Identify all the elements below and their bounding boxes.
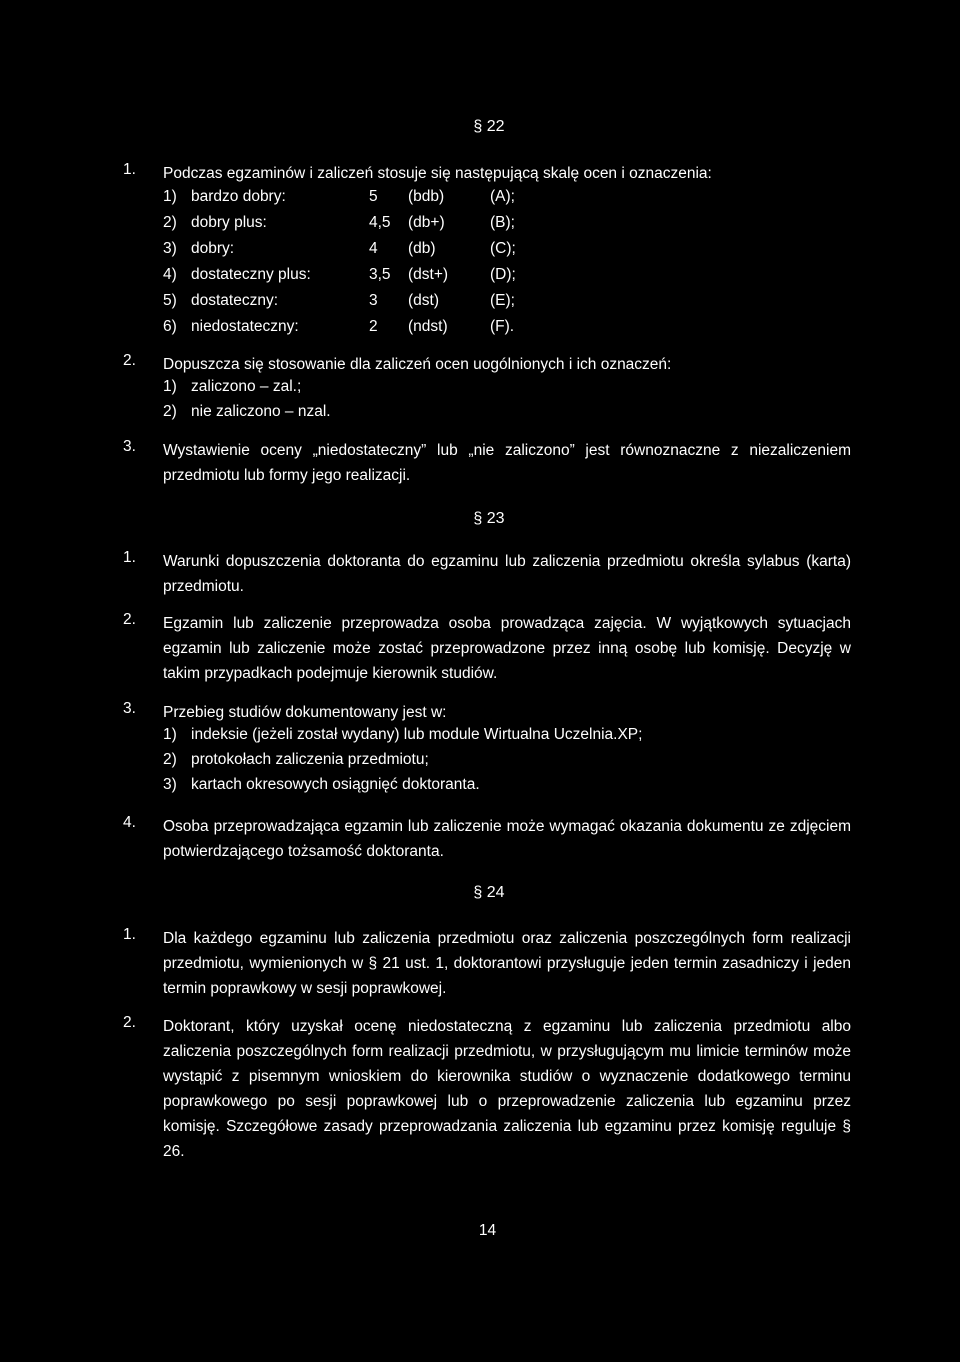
grade-abbreviation: (db): [408, 240, 436, 257]
paragraph-number: 2.: [123, 611, 136, 628]
section-heading-23: § 23: [473, 510, 505, 527]
list-item-text: nie zaliczono – nzal.: [191, 403, 331, 420]
list-item: [163, 378, 301, 396]
grade-letter: (B);: [490, 214, 515, 231]
list-item: [163, 751, 429, 769]
paragraph-number: 1.: [123, 549, 136, 566]
grade-item-number: 2): [163, 214, 177, 231]
grade-value: 4: [369, 240, 378, 257]
paragraph-text: Podczas egzaminów i zaliczeń stosuje się następującą skalę ocen i oznaczenia:: [163, 165, 712, 182]
grade-item-number: 6): [163, 318, 177, 335]
grade-letter: (C);: [490, 240, 516, 257]
list-item-number: 2): [163, 751, 177, 768]
list-item-text: indeksie (jeżeli został wydany) lub module Wirtualna Uczelnia.XP;: [191, 726, 643, 743]
grade-name: dostateczny:: [191, 292, 279, 309]
list-item-number: 1): [163, 378, 177, 395]
grade-letter: (A);: [490, 188, 515, 205]
grade-item-number: 3): [163, 240, 177, 257]
grade-value: 2: [369, 318, 378, 335]
grade-value: 4,5: [369, 214, 391, 231]
paragraph-text: Wystawienie oceny „niedostateczny” lub „nie zaliczono” jest równoznaczne z niezaliczeniem przedmiotu lub formy jego realizacji.: [163, 442, 851, 484]
paragraph-number: 1.: [123, 926, 136, 943]
list-item-number: 2): [163, 403, 177, 420]
grade-name: bardzo dobry:: [191, 188, 286, 205]
paragraph-number: 4.: [123, 814, 136, 831]
paragraph-text: Warunki dopuszczenia doktoranta do egzaminu lub zaliczenia przedmiotu określa sylabus (karta) przedmiotu.: [163, 553, 851, 595]
grade-item-number: 1): [163, 188, 177, 205]
grade-name: niedostateczny:: [191, 318, 299, 335]
paragraph-text: Osoba przeprowadzająca egzamin lub zaliczenie może wymagać okazania dokumentu ze zdjęciem potwierdzającego tożsamość doktoranta.: [163, 818, 851, 860]
grade-item-number: 4): [163, 266, 177, 283]
list-item-text: zaliczono – zal.;: [191, 378, 302, 395]
paragraph-text: Doktorant, który uzyskał ocenę niedostateczną z egzaminu lub zaliczenia przedmiotu albo zaliczenia poszczególnych form realizacji przedmiotu, w przysługującym mu limicie terminów może wystąpić z pisemnym wnioskiem do kierownika studiów o wyznaczenie dodatkowego terminu poprawkowego po sesji poprawkowej lub o przeprowadzenie zaliczenia lub egzaminu przez komisję. Szczegółowe zasady przeprowadzania zaliczenia lub egzaminu przez komisję reguluje § 26.: [163, 1018, 851, 1160]
grade-letter: (E);: [490, 292, 515, 309]
grade-value: 5: [369, 188, 378, 205]
grade-name: dostateczny plus:: [191, 266, 311, 283]
grade-letter: (F).: [490, 318, 515, 335]
list-item-number: 3): [163, 776, 177, 793]
paragraph-number: 2.: [123, 352, 136, 369]
list-item-number: 1): [163, 726, 177, 743]
grade-abbreviation: (ndst): [408, 318, 448, 335]
paragraph-number: 3.: [123, 438, 136, 455]
grade-abbreviation: (dst+): [408, 266, 449, 283]
grade-value: 3: [369, 292, 378, 309]
list-item: [163, 403, 331, 421]
section-heading-24: § 24: [473, 884, 505, 901]
grade-abbreviation: (dst): [408, 292, 439, 309]
list-item: [163, 776, 480, 794]
grade-item-number: 5): [163, 292, 177, 309]
grade-abbreviation: (bdb): [408, 188, 445, 205]
list-item: [163, 726, 642, 744]
grade-abbreviation: (db+): [408, 214, 445, 231]
grade-name: dobry:: [191, 240, 235, 257]
paragraph-text: Przebieg studiów dokumentowany jest w:: [163, 704, 447, 721]
section-heading-22: § 22: [473, 118, 505, 135]
grade-value: 3,5: [369, 266, 391, 283]
paragraph-text: Dopuszcza się stosowanie dla zaliczeń ocen uogólnionych i ich oznaczeń:: [163, 356, 672, 373]
paragraph-text: Egzamin lub zaliczenie przeprowadza osoba prowadząca zajęcia. W wyjątkowych sytuacjach egzamin lub zaliczenie może zostać przeprowadzone przez inną osobę lub komisję. Decyzję w takim przypadkach podejmuje kierownik studiów.: [163, 615, 851, 682]
paragraph-number: 2.: [123, 1014, 136, 1031]
paragraph-number: 3.: [123, 700, 136, 717]
grade-name: dobry plus:: [191, 214, 267, 231]
paragraph-number: 1.: [123, 161, 136, 178]
list-item-text: kartach okresowych osiągnięć doktoranta.: [191, 776, 480, 793]
page-number: 14: [478, 1222, 497, 1239]
paragraph-text: Dla każdego egzaminu lub zaliczenia przedmiotu oraz zaliczenia poszczególnych form realizacji przedmiotu, wymienionych w § 21 ust. 1, doktorantowi przysługuje jeden termin zasadniczy i jeden termin poprawkowy w sesji poprawkowej.: [163, 930, 851, 997]
grade-letter: (D);: [490, 266, 516, 283]
list-item-text: protokołach zaliczenia przedmiotu;: [191, 751, 429, 768]
